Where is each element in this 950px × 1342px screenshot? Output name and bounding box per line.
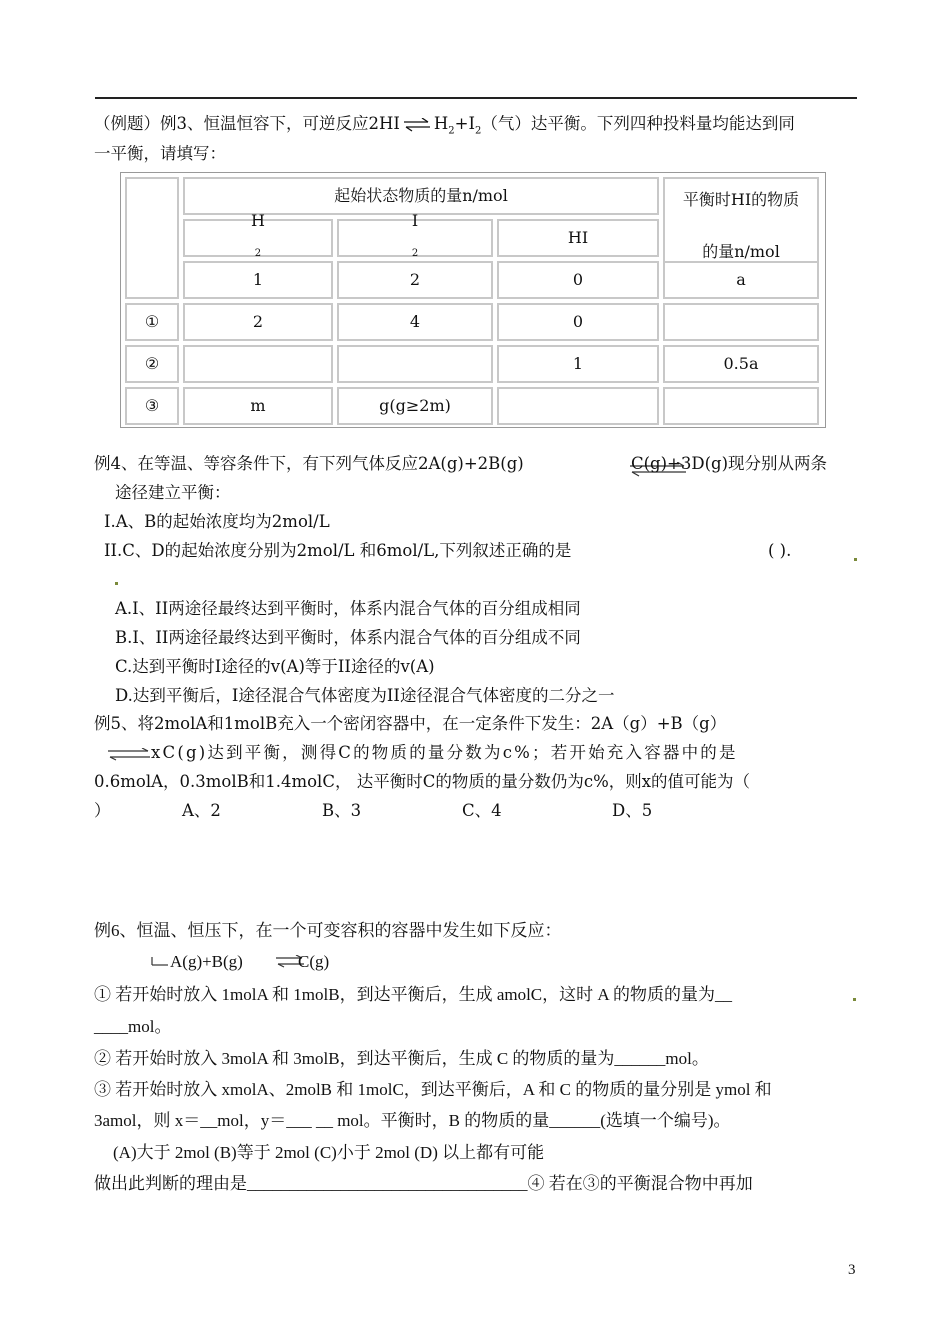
table-cell	[663, 387, 819, 425]
table-cell: 0	[497, 303, 659, 341]
table-cell: 1	[497, 345, 659, 383]
arrow-mark-icon	[150, 955, 170, 967]
table-cell: 2	[337, 261, 493, 299]
ex4-line1b: C(g)+3D(g)现分别从两条	[631, 454, 828, 473]
ex4-option-b: B.I、II两途径最终达到平衡时，体系内混合气体的百分组成不同	[115, 628, 581, 647]
page-number: 3	[848, 1262, 856, 1278]
ex3-line1: （例题）例3、恒温恒容下，可逆反应2HI $H_2+I_2$（气）达平衡。下列四种投料量均能达到同	[94, 114, 795, 137]
ex5-line2: xC(g)达到平衡，测得C的物质的量分数为c%；若开始充入容器中的是	[151, 743, 738, 762]
ex6-q3-options: (A)大于 2mol (B)等于 2mol (C)小于 2mol (D) 以上都有可能	[113, 1143, 545, 1162]
bullet-dot	[854, 558, 857, 561]
ex6-reaction-a: A(g)+B(g)	[170, 952, 243, 971]
table-cell: 2	[183, 303, 333, 341]
table-cell	[497, 387, 659, 425]
ex5-line4-paren: ）	[94, 801, 111, 820]
table-row-label: ①	[125, 303, 179, 341]
table-cell	[663, 303, 819, 341]
ex4-line3: I.A、B的起始浓度均为2mol/L	[104, 512, 330, 531]
ex5-choice-c: C、4	[462, 801, 502, 820]
table-cell	[337, 345, 493, 383]
table-cell	[183, 345, 333, 383]
ex5-line3: 0.6molA，0.3molB和1.4molC， 达平衡时C的物质的量分数仍为c%，则x的值可能为（	[94, 772, 751, 791]
bullet-dot	[115, 582, 118, 585]
table-corner-cell	[125, 177, 179, 299]
equilibrium-arrow-icon	[402, 118, 432, 132]
ex5-choice-d: D、5	[612, 801, 653, 820]
ex6-q1b: ____mol。	[94, 1017, 172, 1036]
ex4-option-d: D.达到平衡后，I途径混合气体密度为II途径混合气体密度的二分之一	[115, 686, 615, 705]
ex4-line1a: 例4、在等温、等容条件下，有下列气体反应2A(g)+2B(g)	[94, 454, 524, 473]
ex6-q2: ② 若开始时放入 3molA 和 3molB，到达平衡后，生成 C 的物质的量为______mol。	[94, 1049, 709, 1068]
ex3-line2: 一平衡，请填写：	[94, 144, 226, 163]
equilibrium-arrow-icon	[108, 748, 152, 762]
table-col-hi: HI	[497, 219, 659, 257]
ex6-reaction-b: C(g)	[298, 952, 330, 971]
table-group-header: 起始状态物质的量n/mol	[183, 177, 659, 215]
table-cell: 1	[183, 261, 333, 299]
table-row-label: ②	[125, 345, 179, 383]
table-cell: 0	[497, 261, 659, 299]
ex6-q3-reason: 做出此判断的理由是_________________________________④ 若在③的平衡混合物中再加	[94, 1174, 753, 1193]
table-cell: a	[663, 261, 819, 299]
ex6-q3a: ③ 若开始时放入 xmolA、2molB 和 1molC，到达平衡后，A 和 C 的物质的量分别是 ymol 和	[94, 1080, 772, 1099]
table-eq-header: 平衡时HI的物质 的量n/mol	[663, 177, 819, 299]
ex5-line1: 例5、将2molA和1molB充入一个密闭容器中，在一定条件下发生：2A（g）+B（g）	[94, 714, 727, 733]
ex4-line2: 途径建立平衡：	[115, 483, 231, 502]
ex4-line4: II.C、D的起始浓度分别为2mol/L 和6mol/L,下列叙述正确的是	[104, 541, 572, 560]
ex5-choice-a: A、2	[182, 801, 221, 820]
ex4-option-c: C.达到平衡时I途径的v(A)等于II途径的v(A)	[115, 657, 435, 676]
ex6-line1: 例6、恒温、恒压下，在一个可变容积的容器中发生如下反应：	[94, 921, 562, 940]
header-rule	[95, 97, 857, 99]
bullet-dot	[853, 998, 856, 1001]
ex5-choice-b: B、3	[322, 801, 362, 820]
table-row-label: ③	[125, 387, 179, 425]
ex6-q1a: ① 若开始时放入 1molA 和 1molB，到达平衡后，生成 amolC，这时 A 的物质的量为__	[94, 985, 732, 1004]
answer-paren: ( ).	[768, 541, 792, 560]
ex6-q3b: 3amol，则 x＝__mol，y＝___ __ mol。平衡时，B 的物质的量______(选填一个编号)。	[94, 1111, 731, 1130]
table-cell: 4	[337, 303, 493, 341]
table-col-i2: I $_2$	[337, 219, 493, 257]
ex3-table	[120, 172, 826, 428]
table-cell: g(g≥2m)	[337, 387, 493, 425]
table-cell: 0.5a	[663, 345, 819, 383]
table-cell: m	[183, 387, 333, 425]
table-col-h2: H $_2$	[183, 219, 333, 257]
ex4-option-a: A.I、II两途径最终达到平衡时，体系内混合气体的百分组成相同	[115, 599, 581, 618]
